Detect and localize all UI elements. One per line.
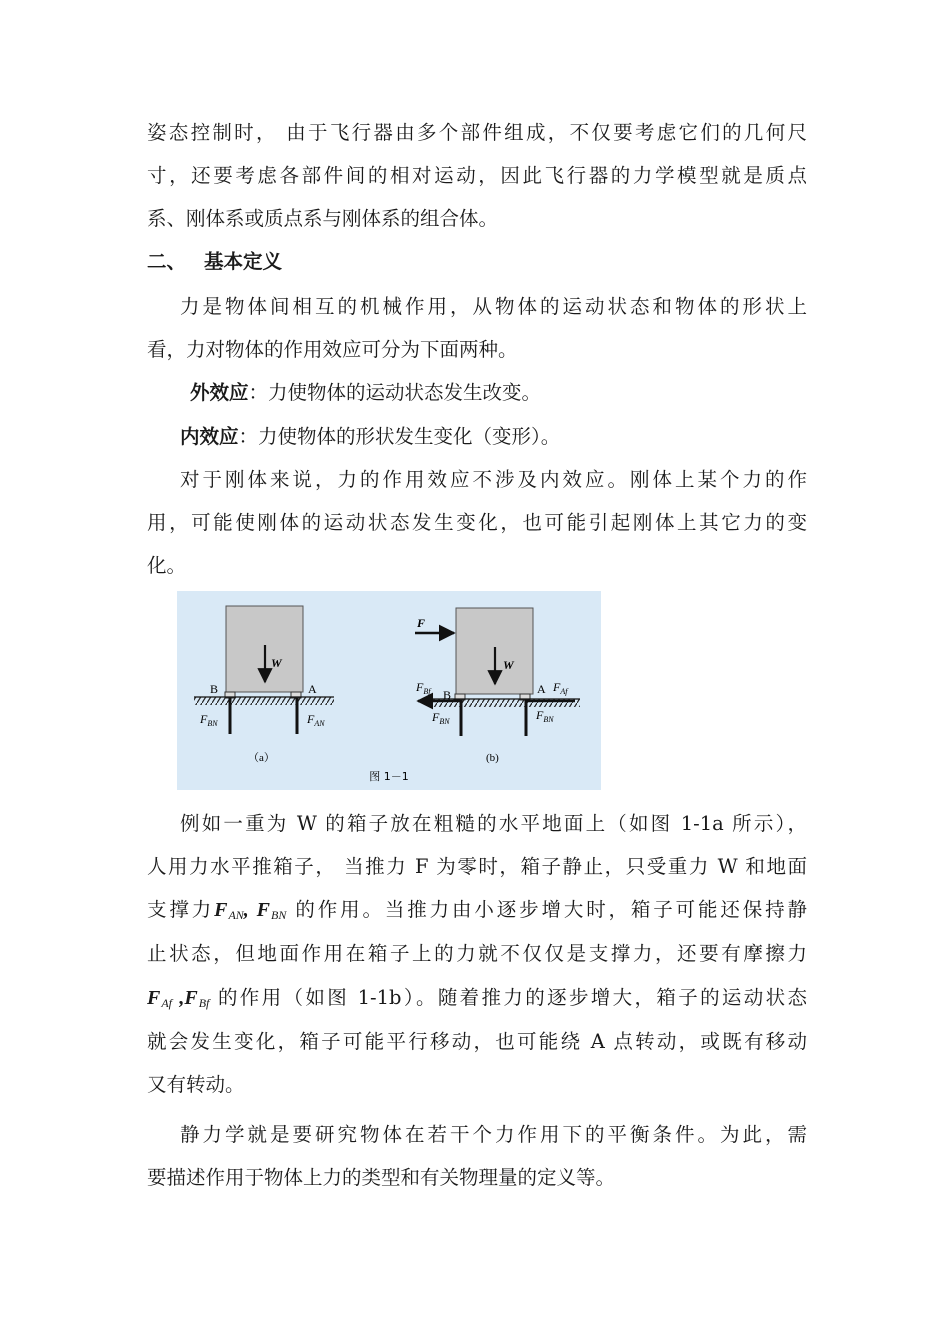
friction-b-label: $F_{Bf}$ bbox=[416, 680, 431, 696]
normal-b-label: $F_{BN}$ bbox=[432, 710, 450, 726]
figure-caption: 图 1－1 bbox=[369, 770, 409, 783]
formula-normal-forces: $F_{AN}$, $F_{BN}$ bbox=[214, 899, 287, 922]
text-line: 力是物体间相互的机械作用，从物体的运动状态和物体的形状上 bbox=[180, 295, 807, 318]
definition-term: 外效应 bbox=[190, 381, 249, 404]
definition-internal bbox=[180, 423, 840, 451]
definition-text: ：力使物体的运动状态发生改变。 bbox=[248, 381, 542, 404]
text-line: 系、刚体系或质点系与刚体系的组合体。 bbox=[147, 207, 499, 230]
section-number: 二、 bbox=[147, 250, 187, 273]
panel-a bbox=[194, 606, 334, 764]
push-label: F bbox=[417, 616, 426, 630]
ground-hatch bbox=[194, 697, 334, 705]
definition-external bbox=[190, 379, 850, 407]
friction-a-label: $F_{Af}$ bbox=[553, 680, 568, 696]
point-b-label: B bbox=[210, 682, 219, 696]
text-line-with-formula bbox=[147, 896, 807, 929]
definition-term: 内效应 bbox=[180, 425, 239, 448]
text-line: 要描述作用于物体上力的类型和有关物理量的定义等。 bbox=[147, 1166, 616, 1189]
text-line: 化。 bbox=[147, 554, 187, 577]
text-line: 止状态，但地面作用在箱子上的力就不仅仅是支撑力，还要有摩擦力 bbox=[147, 942, 807, 965]
panel-b bbox=[415, 608, 580, 764]
text-segment: 的作用（如图 1-1b）。随着推力的逐步增大，箱子的运动状态 bbox=[209, 986, 807, 1009]
text-line: 看，力对物体的作用效应可分为下面两种。 bbox=[147, 338, 518, 361]
section-heading bbox=[147, 248, 807, 276]
text-line: 就会发生变化，箱子可能平行移动，也可能绕 A 点转动，或既有移动 bbox=[147, 1030, 807, 1053]
point-a-label: A bbox=[537, 682, 546, 696]
text-segment: 的作用。当推力由小逐步增大时，箱子可能还保持静 bbox=[286, 898, 807, 921]
text-line: 人用力水平推箱子， 当推力 F 为零时，箱子静止，只受重力 W 和地面 bbox=[147, 855, 807, 878]
text-line: 静力学就是要研究物体在若干个力作用下的平衡条件。为此，需 bbox=[180, 1123, 807, 1146]
text-line: 用，可能使刚体的运动状态发生变化，也可能引起刚体上其它力的变 bbox=[147, 511, 807, 534]
text-line: 又有转动。 bbox=[147, 1073, 245, 1096]
text-line: 姿态控制时， 由于飞行器由多个部件组成，不仅要考虑它们的几何尺 bbox=[147, 121, 807, 144]
formula-friction-forces: $F_{Af}$ $,F_{Bf}$ bbox=[147, 987, 210, 1010]
text-line: 对于刚体来说，力的作用效应不涉及内效应。刚体上某个力的作 bbox=[180, 468, 807, 491]
panel-b-label: (b) bbox=[486, 752, 499, 764]
text-line: 例如一重为 W 的箱子放在粗糙的水平地面上（如图 1-1a 所示）， bbox=[180, 812, 807, 835]
weight-label: W bbox=[271, 656, 282, 670]
text-segment: 支撑力 bbox=[147, 898, 215, 921]
normal-a-label: $F_{AN}$ bbox=[307, 712, 325, 728]
definition-text: ：力使物体的形状发生变化（变形）。 bbox=[238, 425, 561, 448]
text-line: 寸，还要考虑各部件间的相对运动，因此飞行器的力学模型就是质点 bbox=[147, 164, 807, 187]
normal-a-label: $F_{BN}$ bbox=[536, 708, 554, 724]
text-line-with-formula bbox=[147, 984, 807, 1017]
figure-1-1 bbox=[177, 591, 601, 790]
weight-label: W bbox=[503, 658, 514, 672]
normal-b-label: $F_{BN}$ bbox=[200, 712, 218, 728]
section-title: 基本定义 bbox=[204, 250, 283, 273]
force-diagram bbox=[177, 591, 601, 790]
point-b-label: B bbox=[443, 688, 452, 702]
panel-a-label: （a） bbox=[248, 752, 275, 764]
point-a-label: A bbox=[308, 682, 317, 696]
